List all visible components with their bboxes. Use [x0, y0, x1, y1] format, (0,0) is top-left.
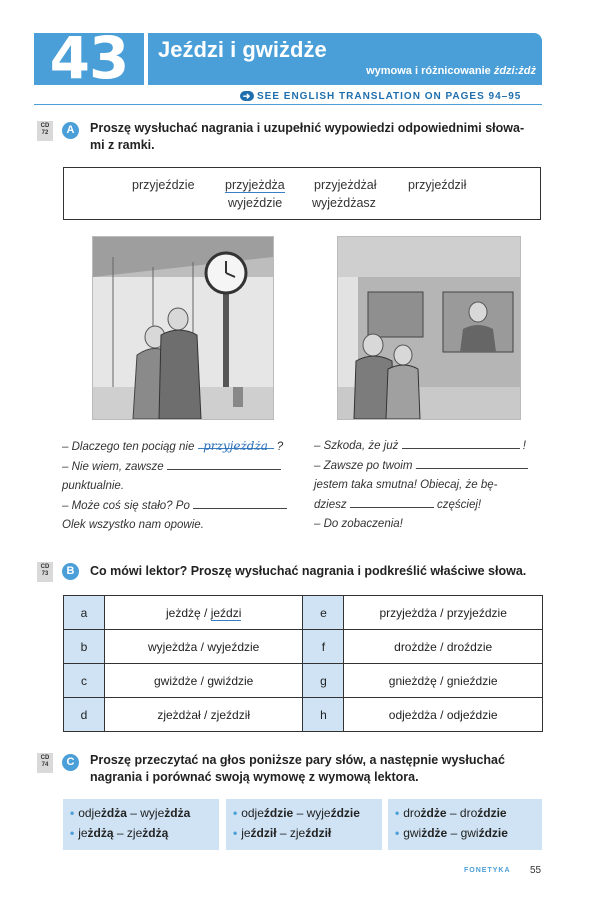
- dialog-line: – Do zobaczenia!: [314, 518, 403, 530]
- dialog-text: – Dlaczego ten pociąg nie: [62, 441, 195, 453]
- dialog-line: [314, 496, 544, 516]
- pair-text: [241, 806, 360, 820]
- word-item: przyjeżdżał: [314, 178, 377, 192]
- exercise-b-table: [63, 595, 543, 732]
- bold-segment: ździe: [478, 826, 508, 840]
- subtitle-italic: żdzi:żdż: [493, 65, 536, 77]
- lesson-number: 43: [49, 24, 129, 92]
- dialog-left: [62, 437, 302, 536]
- word-item: przyjeździł: [408, 178, 467, 192]
- see-translation-link[interactable]: [240, 91, 521, 102]
- dialog-line: [62, 497, 302, 517]
- dialog-line: [62, 458, 302, 478]
- table-row: [64, 664, 543, 698]
- exercise-b-instruction: Co mówi lektor? Proszę wysłuchać nagrania i podkreślić właściwe słowa.: [90, 564, 527, 578]
- word-box: [63, 167, 541, 220]
- text-segment: odje: [241, 806, 264, 820]
- dialog-line: [314, 457, 544, 477]
- page-subtitle: [300, 65, 536, 77]
- see-translation-text: SEE ENGLISH TRANSLATION ON PAGES 94–95: [257, 91, 522, 102]
- bold-segment: ździe: [330, 806, 360, 820]
- pair-text: [403, 826, 508, 840]
- dialog-line: jestem taka smutna! Obiecaj, że bę-: [314, 479, 498, 491]
- bullet: •: [395, 806, 400, 820]
- bold-segment: ździe: [477, 806, 507, 820]
- exercise-c-badge: C: [62, 754, 79, 771]
- cd-icon: [37, 562, 53, 582]
- cd-icon: [37, 753, 53, 773]
- answer-field[interactable]: [416, 457, 528, 469]
- word-choice[interactable]: przyjeżdża / przyjeździe: [344, 596, 543, 630]
- illustration-train-farewell: [337, 236, 521, 420]
- text-segment: odje: [78, 806, 101, 820]
- text-segment: je: [78, 826, 88, 840]
- word-item: wyjeździe: [228, 196, 283, 210]
- row-letter: c: [64, 664, 105, 698]
- handwritten-answer: przyjeżdża: [203, 439, 268, 453]
- choice-text: gwiżdże / gwiździe: [153, 673, 254, 688]
- bold-segment: żdża: [164, 806, 191, 820]
- exercise-a-badge: A: [62, 122, 79, 139]
- bold-segment: żdże: [420, 806, 447, 820]
- answer-field[interactable]: [350, 496, 434, 508]
- table-row: [64, 698, 543, 732]
- dialog-line: [62, 437, 302, 458]
- bullet: •: [70, 826, 75, 840]
- word-item-used: przyjeżdża: [225, 178, 285, 192]
- instruction-line: Proszę wysłuchać nagrania i uzupełnić wypowiedzi odpowiednimi słowa-: [90, 121, 525, 135]
- answer-field[interactable]: [193, 497, 287, 509]
- cd-label: CD 73: [40, 564, 50, 577]
- row-letter: d: [64, 698, 105, 732]
- word-choice[interactable]: odjeżdża / odjeździe: [344, 698, 543, 732]
- underlined-choice: jeździ: [210, 605, 242, 620]
- dialog-text: – Nie wiem, zawsze: [62, 460, 164, 473]
- exercise-c-instruction: [90, 752, 542, 786]
- choice-text: zjeżdżał / zjeździł: [157, 707, 251, 722]
- pair-text: [78, 826, 168, 840]
- page-title: Jeździ i gwiżdże: [158, 37, 327, 62]
- word-pair: [395, 803, 542, 823]
- cd-label: CD 74: [40, 755, 50, 768]
- word-choice[interactable]: [104, 664, 303, 698]
- illustration-station-clock: [92, 236, 274, 420]
- word-item: przyjeździe: [132, 178, 195, 192]
- text-segment: – zje: [276, 826, 306, 840]
- exercise-b-badge: B: [62, 563, 79, 580]
- divider: [34, 104, 542, 105]
- word-choice[interactable]: [104, 596, 303, 630]
- table-row: [64, 596, 543, 630]
- word-item: wyjeżdżasz: [312, 196, 376, 210]
- bullet: •: [70, 806, 75, 820]
- bold-segment: ździe: [263, 806, 294, 820]
- text-segment: – gwi: [447, 826, 479, 840]
- cd-icon: [37, 121, 53, 141]
- dialog-text: – Może coś się stało? Po: [62, 499, 190, 512]
- dialog-text: ?: [276, 441, 284, 453]
- dialog-text: dziesz: [314, 498, 347, 511]
- word-pair: [395, 823, 542, 843]
- text-segment: – zje: [113, 826, 143, 840]
- word-choice[interactable]: drożdże / droździe: [344, 630, 543, 664]
- row-letter: f: [303, 630, 344, 664]
- text-segment: je: [241, 826, 251, 840]
- choice-text: jeżdżę /: [165, 605, 211, 620]
- bullet: •: [233, 826, 238, 840]
- word-pair: [70, 803, 219, 823]
- bold-segment: żdża: [100, 806, 127, 820]
- bold-segment: żdżą: [87, 826, 114, 840]
- instruction-line: nagrania i porównać swoją wymowę z wymową lektora.: [90, 770, 419, 784]
- dialog-text: – Szkoda, że już: [314, 440, 399, 452]
- bold-segment: żdżą: [142, 826, 169, 840]
- word-choice[interactable]: [104, 630, 303, 664]
- answer-field[interactable]: [167, 458, 281, 470]
- footer-section: FONETYKA: [464, 867, 511, 874]
- arrow-right-icon: ➜: [240, 91, 254, 101]
- text-segment: – dro: [446, 806, 478, 820]
- text-segment: gwi: [403, 826, 422, 840]
- page-number: 55: [530, 865, 542, 876]
- choice-text: wyjeżdża / wyjeździe: [147, 639, 260, 654]
- dialog-line: Olek wszystko nam opowie.: [62, 519, 204, 531]
- dialog-line: punktualnie.: [62, 480, 125, 492]
- text-segment: – wyje: [293, 806, 331, 820]
- dialog-text: częściej!: [437, 498, 482, 511]
- answer-field[interactable]: [402, 437, 520, 449]
- pair-text: [241, 826, 331, 840]
- answer-field[interactable]: [198, 437, 274, 453]
- bold-segment: żdże: [421, 826, 448, 840]
- dialog-text: – Zawsze po twoim: [314, 459, 413, 472]
- pair-text: [78, 806, 190, 820]
- dialog-text: !: [522, 440, 526, 452]
- pair-box: [226, 799, 382, 850]
- word-choice[interactable]: [104, 698, 303, 732]
- bullet: •: [233, 806, 238, 820]
- row-letter: e: [303, 596, 344, 630]
- instruction-line: mi z ramki.: [90, 138, 155, 152]
- bullet: •: [395, 826, 400, 840]
- pair-text: [403, 806, 506, 820]
- cd-label: CD 72: [40, 123, 50, 136]
- exercise-a-instruction: [90, 120, 542, 154]
- dialog-line: [314, 437, 544, 457]
- row-letter: a: [64, 596, 105, 630]
- table-row: [64, 630, 543, 664]
- subtitle-text: wymowa i różnicowanie: [366, 65, 494, 77]
- text-segment: – wyje: [126, 806, 165, 820]
- word-pair: [233, 823, 382, 843]
- bold-segment: ździł: [250, 826, 277, 840]
- row-letter: g: [303, 664, 344, 698]
- pair-box: [388, 799, 542, 850]
- text-segment: dro: [403, 806, 421, 820]
- word-pair: [233, 803, 382, 823]
- word-choice[interactable]: gnieżdżę / gnieździe: [344, 664, 543, 698]
- bold-segment: ździł: [305, 826, 332, 840]
- row-letter: h: [303, 698, 344, 732]
- pair-box: [63, 799, 219, 850]
- row-letter: b: [64, 630, 105, 664]
- word-pair: [70, 823, 219, 843]
- instruction-line: Proszę przeczytać na głos poniższe pary słów, a następnie wysłuchać: [90, 753, 505, 767]
- dialog-right: [314, 437, 544, 535]
